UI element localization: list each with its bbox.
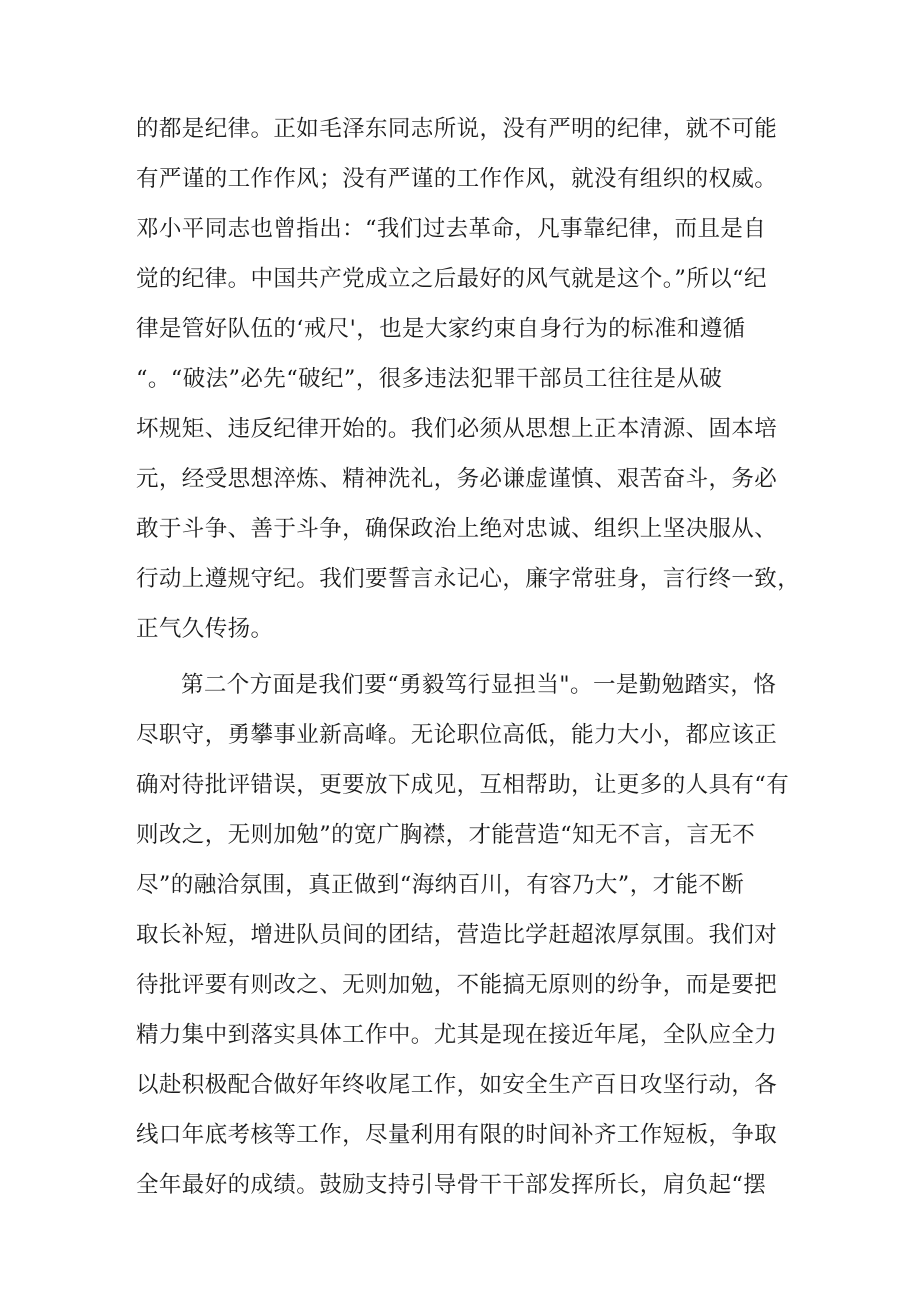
text-line: “。“破法”必先“破纪”，很多违法犯罪干部员工往往是从破 — [136, 366, 723, 392]
text-line: 第二个方面是我们要“勇毅笃行显担当"。一是勤勉踏实，恪 — [181, 672, 777, 698]
text-line: 有严谨的工作作风；没有严谨的工作作风，就没有组织的权威。 — [136, 166, 778, 192]
text-line: 待批评要有则改之、无则加勉，不能搞无原则的纷争，而是要把 — [136, 972, 778, 998]
text-line: 以赴积极配合做好年终收尾工作，如安全生产百日攻坚行动，各 — [136, 1072, 778, 1098]
text-line: 则改之，无则加勉”的宽广胸襟，才能营造“知无不言，言无不 — [136, 822, 756, 848]
text-line: 尽职守，勇攀事业新高峰。无论职位高低，能力大小，都应该正 — [136, 722, 778, 748]
text-line: 觉的纪律。中国共产党成立之后最好的风气就是这个。”所以“纪 — [136, 266, 767, 292]
text-line: 敢于斗争、善于斗争，确保政治上绝对忠诚、组织上坚决服从、 — [136, 516, 778, 542]
text-line: 的都是纪律。正如毛泽东同志所说，没有严明的纪律，就不可能 — [136, 116, 778, 142]
text-line: 精力集中到落实具体工作中。尤其是现在接近年尾，全队应全力 — [136, 1022, 778, 1048]
body-text — [136, 104, 836, 1210]
text-line: 行动上遵规守纪。我们要誓言永记心，廉字常驻身，言行终一致， — [136, 566, 801, 592]
paragraph-1 — [136, 104, 836, 654]
text-line: 线口年底考核等工作，尽量利用有限的时间补齐工作短板，争取 — [136, 1122, 778, 1148]
text-line: 尽”的融洽氛围，真正做到“海纳百川，有容乃大”，才能不断 — [136, 872, 745, 898]
text-line: 邓小平同志也曾指出：“我们过去革命，凡事靠纪律，而且是自 — [136, 216, 767, 242]
text-line: 全年最好的成绩。鼓励支持引导骨干干部发挥所长，肩负起“摆 — [136, 1172, 767, 1198]
text-line: 正气久传扬。 — [136, 616, 274, 642]
text-line: 坏规矩、违反纪律开始的。我们必须从思想上正本清源、固本培 — [136, 416, 778, 442]
paragraph-2 — [136, 660, 836, 1210]
text-line: 律是管好队伍的‘戒尺'，也是大家约束自身行为的标准和遵循 — [136, 316, 746, 342]
text-line: 取长补短，增进队员间的团结，营造比学赶超浓厚氛围。我们对 — [136, 922, 778, 948]
text-line: 确对待批评错误，更要放下成见，互相帮助，让更多的人具有“有 — [136, 772, 790, 798]
text-line: 元，经受思想淬炼、精神洗礼，务必谦虚谨慎、艰苦奋斗，务必 — [136, 466, 778, 492]
